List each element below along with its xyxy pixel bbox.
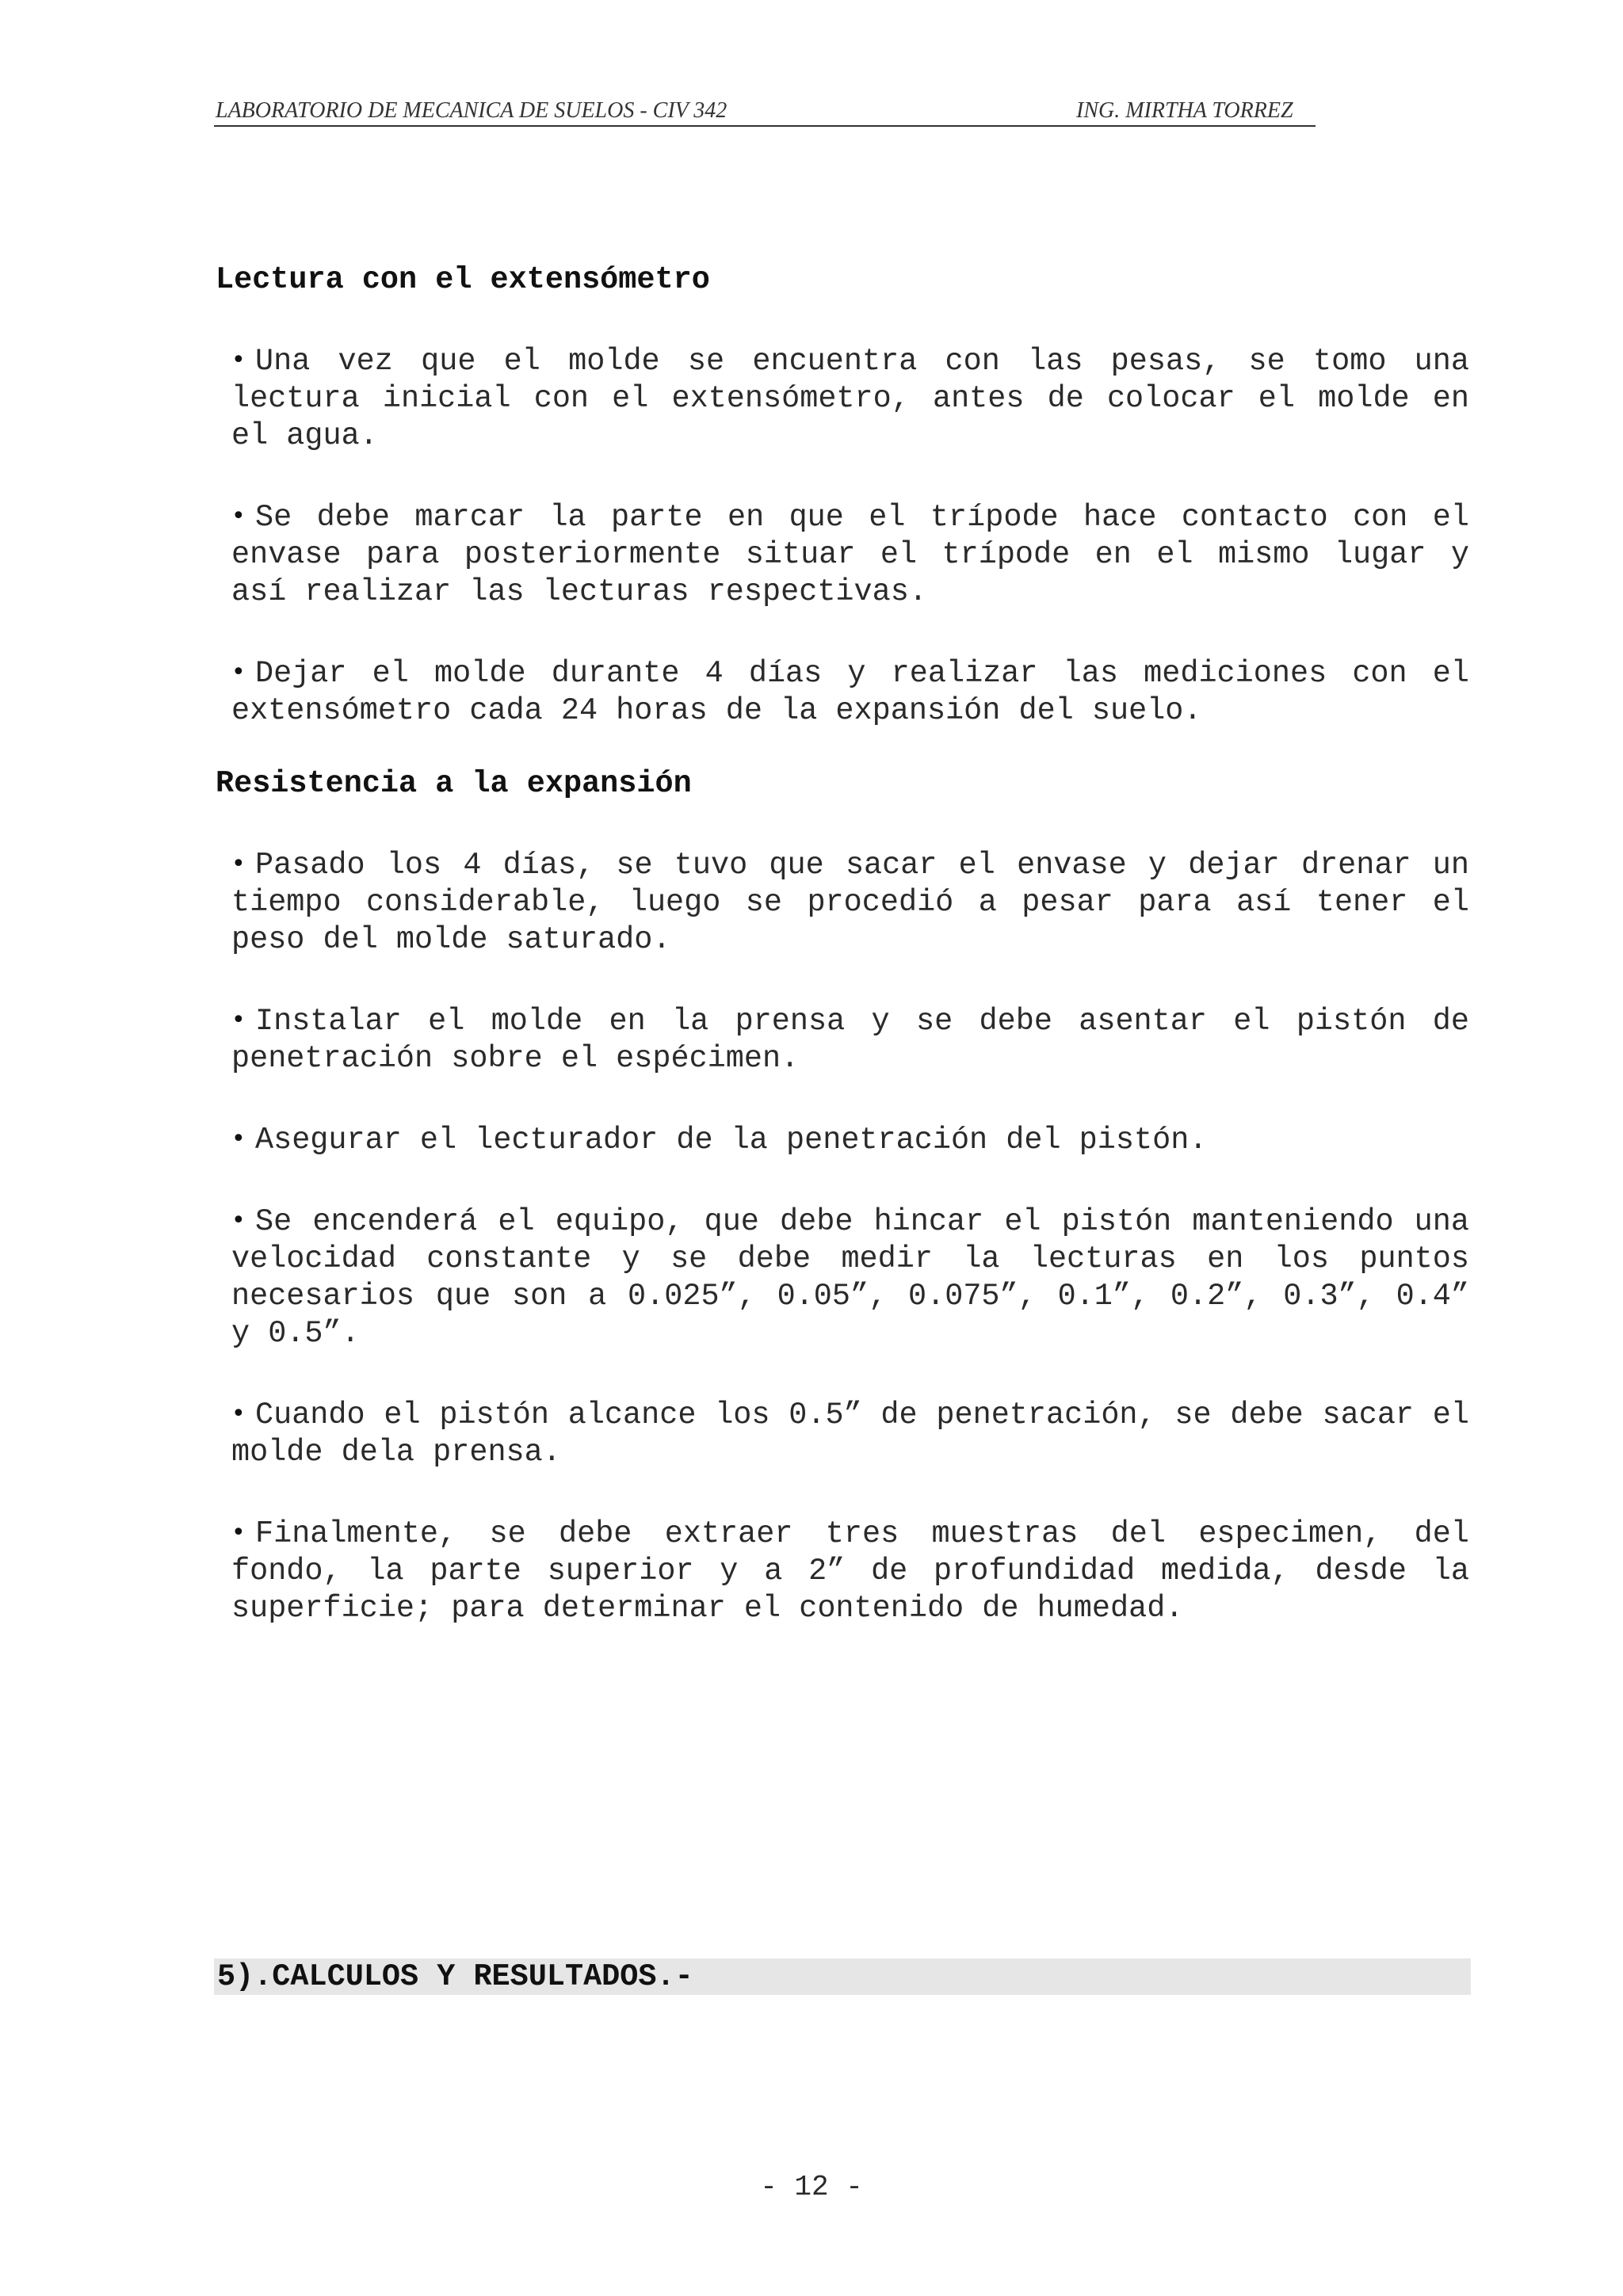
bullet-text: Se debe marcar la parte en que el trípode hace contacto con el envase para posteriormente situar el trípode en el mismo lugar y así realizar las lecturas respectivas.: [231, 500, 1469, 609]
document-body: [216, 261, 1469, 1627]
bullet-item: [216, 341, 1469, 455]
section-heading-calculos: [214, 1958, 1471, 1995]
bullet-text: Dejar el molde durante 4 días y realizar las mediciones con el extensómetro cada 24 horas de la expansión del suelo.: [231, 656, 1469, 728]
bullet-item: [216, 1514, 1469, 1627]
header-course-title: LABORATORIO DE MECANICA DE SUELOS - CIV 342: [216, 98, 727, 123]
bullet-item: [216, 1395, 1469, 1471]
bullet-item: [216, 1120, 1469, 1159]
bullet-icon: •: [231, 1125, 246, 1153]
bullet-item: [216, 1202, 1469, 1352]
bullet-text: Asegurar el lecturador de la penetración del pistón.: [255, 1123, 1208, 1158]
bullet-icon: •: [231, 346, 246, 374]
bullet-text: Pasado los 4 días, se tuvo que sacar el envase y dejar drenar un tiempo considerable, luego se procedió a pesar para así tener el peso del molde saturado.: [231, 848, 1469, 957]
bullet-text: Se encenderá el equipo, que debe hincar el pistón manteniendo una velocidad constante y se debe medir la lecturas en los puntos necesarios que son a 0.025”, 0.05”, 0.075”, 0.1”, 0.2”, 0.3”, 0.4” y 0.5”.: [231, 1204, 1469, 1351]
bullet-icon: •: [231, 502, 246, 530]
bullet-icon: •: [231, 658, 246, 686]
bullet-item: [216, 498, 1469, 611]
page-header: [214, 93, 1316, 127]
bullet-text: Una vez que el molde se encuentra con las pesas, se tomo una lectura inicial con el extensómetro, antes de colocar el molde en el agua.: [231, 344, 1469, 453]
heading-resistencia-expansion: Resistencia a la expansión: [216, 766, 692, 801]
bullet-text: Finalmente, se debe extraer tres muestras del especimen, del fondo, la parte superior y a 2” de profundidad medida, desde la superficie; para determinar el contenido de humedad.: [231, 1516, 1469, 1626]
bullet-icon: •: [231, 1207, 246, 1234]
bullet-item: [216, 845, 1469, 959]
page-number: - 12 -: [760, 2171, 863, 2203]
header-instructor: ING. MIRTHA TORREZ: [1076, 98, 1293, 123]
bullet-item: [216, 1001, 1469, 1077]
bullet-icon: •: [231, 1400, 246, 1428]
bullet-icon: •: [231, 1006, 246, 1034]
bullet-icon: •: [231, 850, 246, 878]
bullet-icon: •: [231, 1519, 246, 1547]
heading-lectura-extensometro: Lectura con el extensómetro: [216, 262, 710, 297]
bullet-text: Instalar el molde en la prensa y se debe asentar el pistón de penetración sobre el espécimen.: [231, 1004, 1469, 1076]
section-heading-text: 5).CALCULOS Y RESULTADOS.-: [217, 1959, 693, 1994]
bullet-item: [216, 654, 1469, 730]
bullet-text: Cuando el pistón alcance los 0.5” de penetración, se debe sacar el molde dela prensa.: [231, 1398, 1469, 1470]
